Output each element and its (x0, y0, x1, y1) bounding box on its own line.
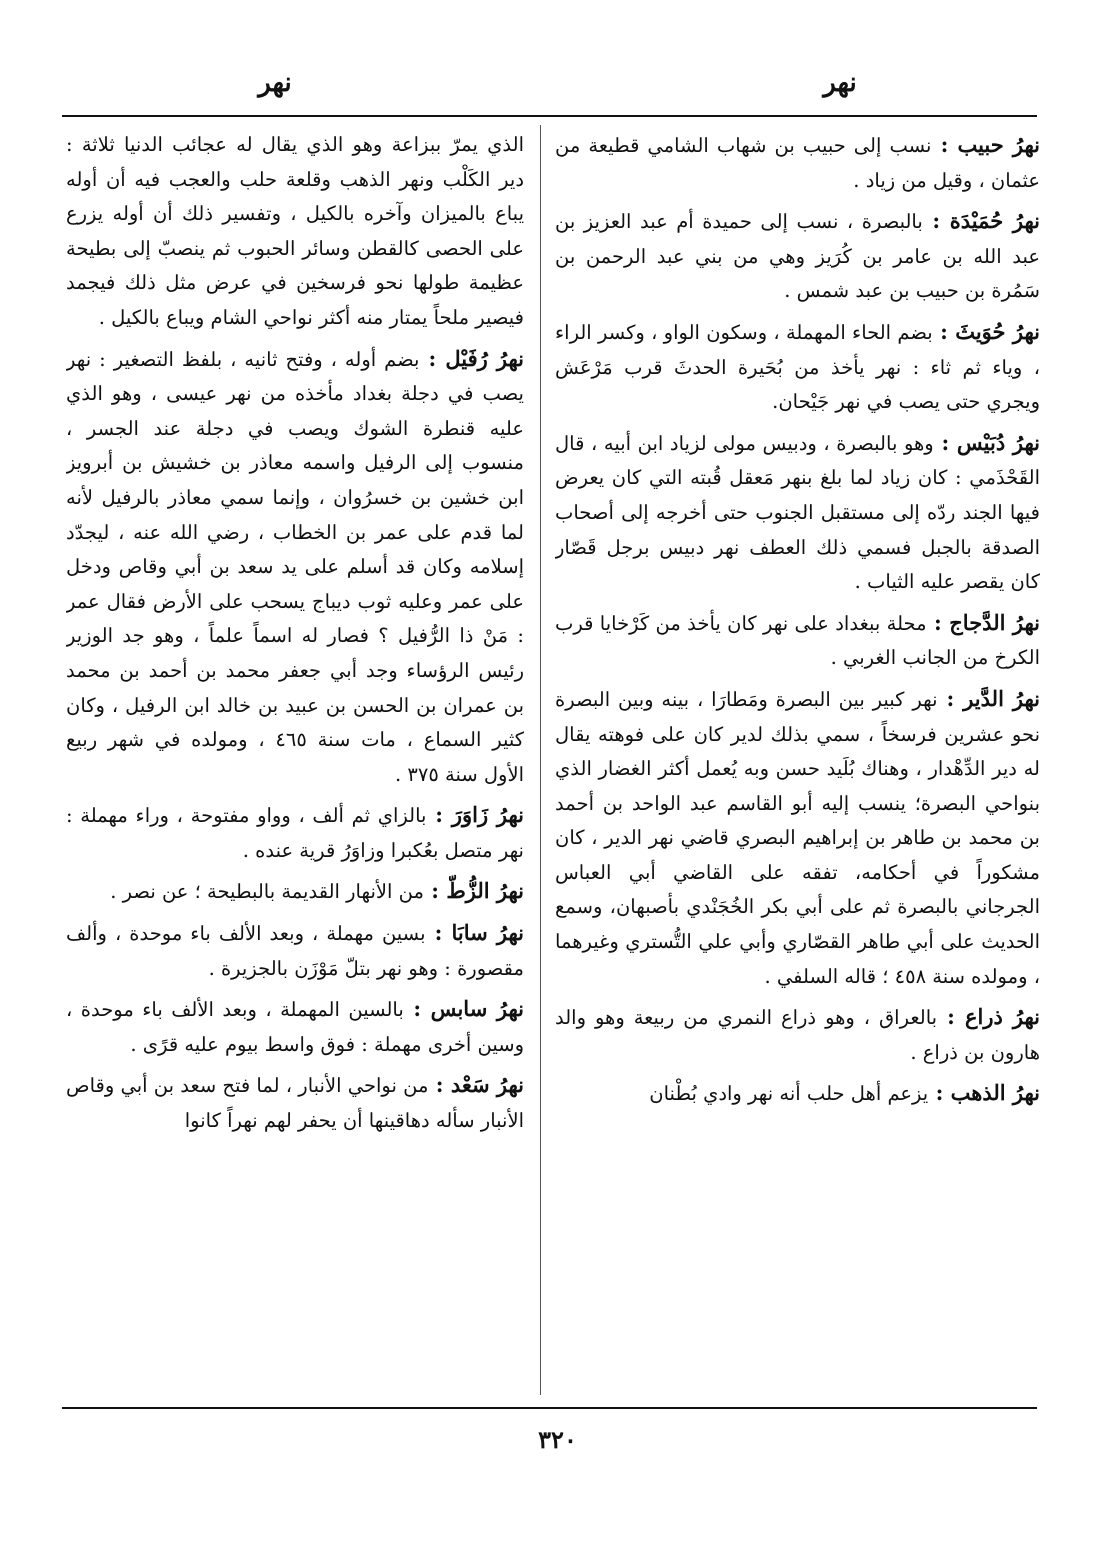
dictionary-entry (66, 874, 524, 910)
entry-headword: نهرُ الدَّير : (946, 685, 1040, 711)
column-divider (540, 125, 541, 1395)
entry-text: يزعم أهل حلب أنه نهر وادي بُطْنان (649, 1082, 929, 1106)
top-rule (62, 115, 1037, 117)
dictionary-entry (555, 606, 1040, 676)
running-header-right: نهر (823, 68, 857, 98)
entry-headword: نهرُ حُمَيْدَة : (932, 208, 1040, 234)
bottom-rule (62, 1407, 1037, 1409)
entry-headword: نهرُ الزُّطّ : (431, 878, 524, 904)
dictionary-entry (555, 315, 1040, 420)
dictionary-entry (66, 916, 524, 986)
entry-text: وهو بالبصرة ، ودبيس مولى لزياد ابن أبيه ، قال القَحْذَمي : كان زياد لما بلغ بنهر مَعقل قُبته التي كان يعرض فيها الجند ردّه إلى مستقبل الجنوب حتى أخرجه إلى أصحاب الصدقة بالجبل فسمي ذلك العطف نهر دبيس برجل قَصّار كان يقصر عليه الثياب . (555, 431, 1040, 594)
entry-headword: نهرُ دُبَيْس : (941, 429, 1040, 455)
dictionary-entry (66, 992, 524, 1062)
entry-text: بالزاي ثم ألف ، وواو مفتوحة ، وراء مهملة : نهر متصل بعُكبرا وزاوَرُ قرية عنده . (66, 804, 524, 862)
entry-text: بالعراق ، وهو ذراع النمري من ربيعة وهو والد هارون بن ذراع . (555, 1006, 1040, 1064)
dictionary-entry (555, 1076, 1040, 1112)
dictionary-entry (555, 682, 1040, 994)
page-number: ٣٢٠ (538, 1425, 577, 1454)
entry-text: بسين مهملة ، وبعد الألف باء موحدة ، وألف مقصورة : وهو نهر بتلّ مَوْزَن بالجزيرة . (66, 922, 524, 980)
dictionary-entry (555, 426, 1040, 600)
entry-headword: نهرُ حُوَيثَ : (940, 318, 1040, 344)
entry-text: نسب إلى حبيب بن شهاب الشامي قطيعة من عثمان ، وقيل من زياد . (555, 134, 1040, 192)
dictionary-entry (66, 1068, 524, 1138)
entry-headword: نهرُ حبيب : (940, 132, 1040, 157)
entry-text: بضم أوله ، وفتح ثانيه ، بلفظ التصغير : نهر يصب في دجلة بغداد مأخذه من نهر عيسى ، وهو الذي عليه قنطرة الشوك ويصب في دجلة عند الجسر ، منسوب إلى الرفيل واسمه معاذر بن خشيش بن أبرويز ابن خشين بن خسرُوان ، وإنما سمي معاذر بالرفيل لأنه لما قدم على عمر بن الخطاب ، رضي الله عنه ، ليجدّد إسلامه وكان قد أسلم على يد سعد بن أبي وقاص ودخل على عمر وعليه ثوب ديباج يسحب على الأرض فقال عمر : مَنْ ذا الرُّفيل ؟ فصار له اسماً علماً ، وهو جد الوزير رئيس الرؤساء وجد أبي جعفر محمد بن أحمد بن محمد بن عمران بن الحسن بن عبيد بن خالد ابن الرفيل ، وكان كثير السماع ، مات سنة ٤٦٥ ، ومولده في شهر ربيع الأول سنة ٣٧٥ . (66, 347, 524, 786)
running-header-left: نهر (258, 68, 292, 98)
entry-text: من الأنهار القديمة بالبطيحة ؛ عن نصر . (110, 880, 424, 904)
right-column (555, 128, 1040, 1393)
entry-headword: نهرُ سابس : (413, 996, 524, 1022)
dictionary-entry (555, 1000, 1040, 1070)
continued-entry-text: الذي يمرّ ببزاعة وهو الذي يقال له عجائب الدنيا ثلاثة : دير الكَلْب ونهر الذهب وقلعة حلب والعجب فيه أن أوله يباع بالميزان وآخره بالكيل ، وتفسير ذلك أن أوله يزرع على الحصى كالقطن وسائر الحبوب ثم ينصبّ إلى بطيحة عظيمة طولها نحو فرسخين في عرض مثل ذلك فيجمد فيصير ملحاً يمتار منه أكثر نواحي الشام ويباع بالكيل . (66, 133, 524, 329)
entry-text: من نواحي الأنبار ، لما فتح سعد بن أبي وقاص الأنبار سأله دهاقينها أن يحفر لهم نهراً كانوا (66, 1074, 524, 1133)
entry-headword: نهرُ ذراع : (947, 1004, 1040, 1030)
dictionary-entry (66, 342, 524, 793)
dictionary-entry (66, 798, 524, 868)
entry-headword: نهرُ زَاوَرَ : (435, 802, 524, 828)
entry-headword: نهرُ سَعْد : (435, 1072, 524, 1098)
left-column (66, 128, 524, 1393)
entry-text: بضم الحاء المهملة ، وسكون الواو ، وكسر الراء ، وياء ثم ثاء : نهر يأخذ من بُحَيرة الحدثَ قرب مَرْعَش ويجري حتى يصب في نهر جَيْحان. (555, 320, 1040, 414)
dictionary-entry (555, 204, 1040, 309)
entry-text: نهر كبير بين البصرة ومَطارَا ، بينه وبين البصرة نحو عشرين فرسخاً ، سمي بذلك لدير كان على فوهته يقال له دير الدِّهْدار ، وهناك بُلَيد حسن وبه يُعمل أكثر الغضار الذي بنواحي البصرة؛ ينسب إليه أبو القاسم عبد الواحد بن أحمد بن محمد بن طاهر بن إبراهيم البصري قاضي نهر الدير ، كان مشكوراً في أحكامه، تفقه على القاضي أبي العباس الجرجاني بالبصرة ثم على أبي بكر الخُجَنْدي بأصبهان، وسمع الحديث على أبي طاهر القصّاري وأبي علي التُّستري وغيرهما ، ومولده سنة ٤٥٨ ؛ قاله السلفي . (555, 687, 1040, 988)
entry-headword: نهرُ سابَا : (434, 920, 524, 946)
entry-headword: نهرُ رُفَيْل : (428, 345, 524, 371)
dictionary-entry (555, 128, 1040, 198)
entry-headword: نهرُ الذهب : (935, 1080, 1040, 1106)
entry-text: بالسين المهملة ، وبعد الألف باء موحدة ، وسين أخرى مهملة : فوق واسط بيوم عليه قرًى . (66, 998, 524, 1056)
entry-text: محلة ببغداد على نهر كان يأخذ من كَرْخايا قرب الكرخ من الجانب الغربي . (555, 611, 1040, 670)
entry-text: بالبصرة ، نسب إلى حميدة أم عبد العزيز بن عبد الله بن عامر بن كُرَيز وهي من بني عبد الرحمن بن سَمُرة بن حبيب بن عبد شمس . (555, 210, 1040, 303)
entry-headword: نهرُ الدَّجاج : (934, 609, 1040, 635)
